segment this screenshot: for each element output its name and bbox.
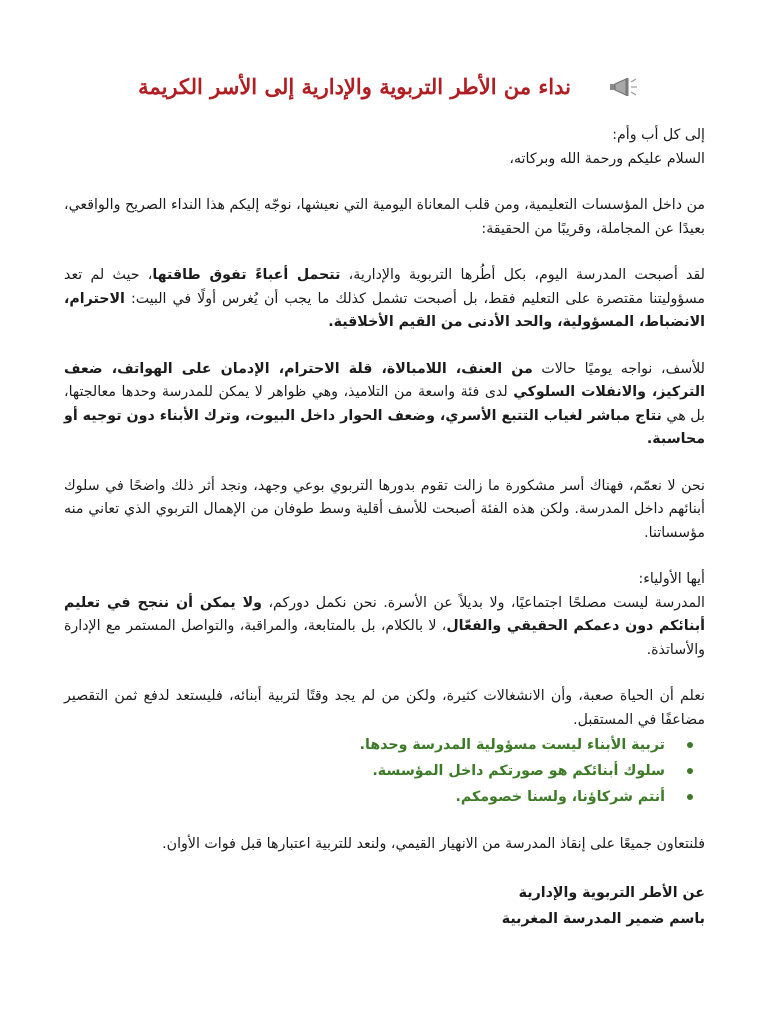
signature-line-2: باسم ضمير المدرسة المغربية	[501, 910, 705, 927]
bullet-icon	[687, 794, 693, 800]
title-bar	[0, 72, 771, 104]
page-title: نداء من الأطر التربوية والإدارية إلى الأسر الكريمة	[138, 74, 571, 99]
parents-heading: أيها الأولياء:	[638, 571, 705, 587]
greeting-line: إلى كل أب وأم:	[612, 127, 705, 143]
bullet-icon	[687, 768, 693, 774]
families-paragraph: نحن لا نعمّم، فهناك أسر مشكورة ما زالت تقوم بدورها التربوي بوعي وجهد، ونجد أثر ذلك واضحًا في سلوك أبنائهم داخل المدرسة. ولكن هذه الفئة أصبحت للأسف أقلية وسط طوفان من الإهمال التربوي الذي تعاني منه مؤسساتنا.	[64, 477, 705, 541]
signature-line-1: عن الأطر التربوية والإدارية	[518, 884, 705, 901]
bullet-icon	[687, 742, 693, 748]
intro-paragraph: من داخل المؤسسات التعليمية، ومن قلب المعاناة اليومية التي نعيشها، نوجّه إليكم هذا النداء الصريح والواقعي، بعيدًا عن المجاملة، وقريبًا من الحقيقة:	[64, 197, 705, 237]
burden-paragraph: لقد أصبحت المدرسة اليوم، بكل أطُرها التربوية والإدارية، تتحمل أعباءً تفوق طاقتها، حيث لم تعد مسؤوليتنا مقتصرة على التعليم فقط، بل أصبحت تشمل كذلك ما يجب أن يُغرس أولًا في البيت: الاحترام، الانضباط، المسؤولية، والحد الأدنى من القيم الأخلاقية.	[64, 267, 705, 330]
megaphone-icon	[608, 76, 638, 98]
salutation-line: السلام عليكم ورحمة الله وبركاته،	[509, 150, 705, 167]
letter-body	[64, 124, 705, 932]
parents-paragraph: المدرسة ليست مصلحًا اجتماعيًا، ولا بديلاً عن الأسرة. نحن نكمل دوركم، ولا يمكن أن ننجح في تعليم أبنائكم دون دعمكم الحقيقي والفعّال، لا بالكلام، بل بالمتابعة، والمراقبة، والتواصل المستمر مع الإدارة والأساتذة.	[64, 594, 706, 658]
closing-paragraph: فلنتعاون جميعًا على إنقاذ المدرسة من الانهيار القيمي، ولنعد للتربية اعتبارها قبل فوات الأوان.	[162, 836, 705, 852]
list-item: سلوك أبنائكم هو صورتكم داخل المؤسسة.	[64, 758, 665, 784]
list-item: أنتم شركاؤنا، ولسنا خصومكم.	[64, 784, 665, 810]
problems-paragraph: للأسف، نواجه يوميًا حالات من العنف، اللامبالاة، قلة الاحترام، الإدمان على الهواتف، ضعف التركيز، والانفلات السلوكي لدى فئة واسعة من التلاميذ، وهي ظواهر لا يمكن للمدرسة وحدها معالجتها، بل هي نتاج مباشر لغياب التتبع الأسري، وضعف الحوار داخل البيوت، وترك الأبناء دون توجيه أو محاسبة.	[64, 360, 705, 447]
life-paragraph: نعلم أن الحياة صعبة، وأن الانشغالات كثيرة، ولكن من لم يجد وقتًا لتربية أبنائه، فليستعد لدفع ثمن التقصير مضاعفًا في المستقبل.	[64, 688, 705, 728]
list-item: تربية الأبناء ليست مسؤولية المدرسة وحدها.	[64, 732, 665, 758]
key-points-list	[64, 732, 705, 810]
